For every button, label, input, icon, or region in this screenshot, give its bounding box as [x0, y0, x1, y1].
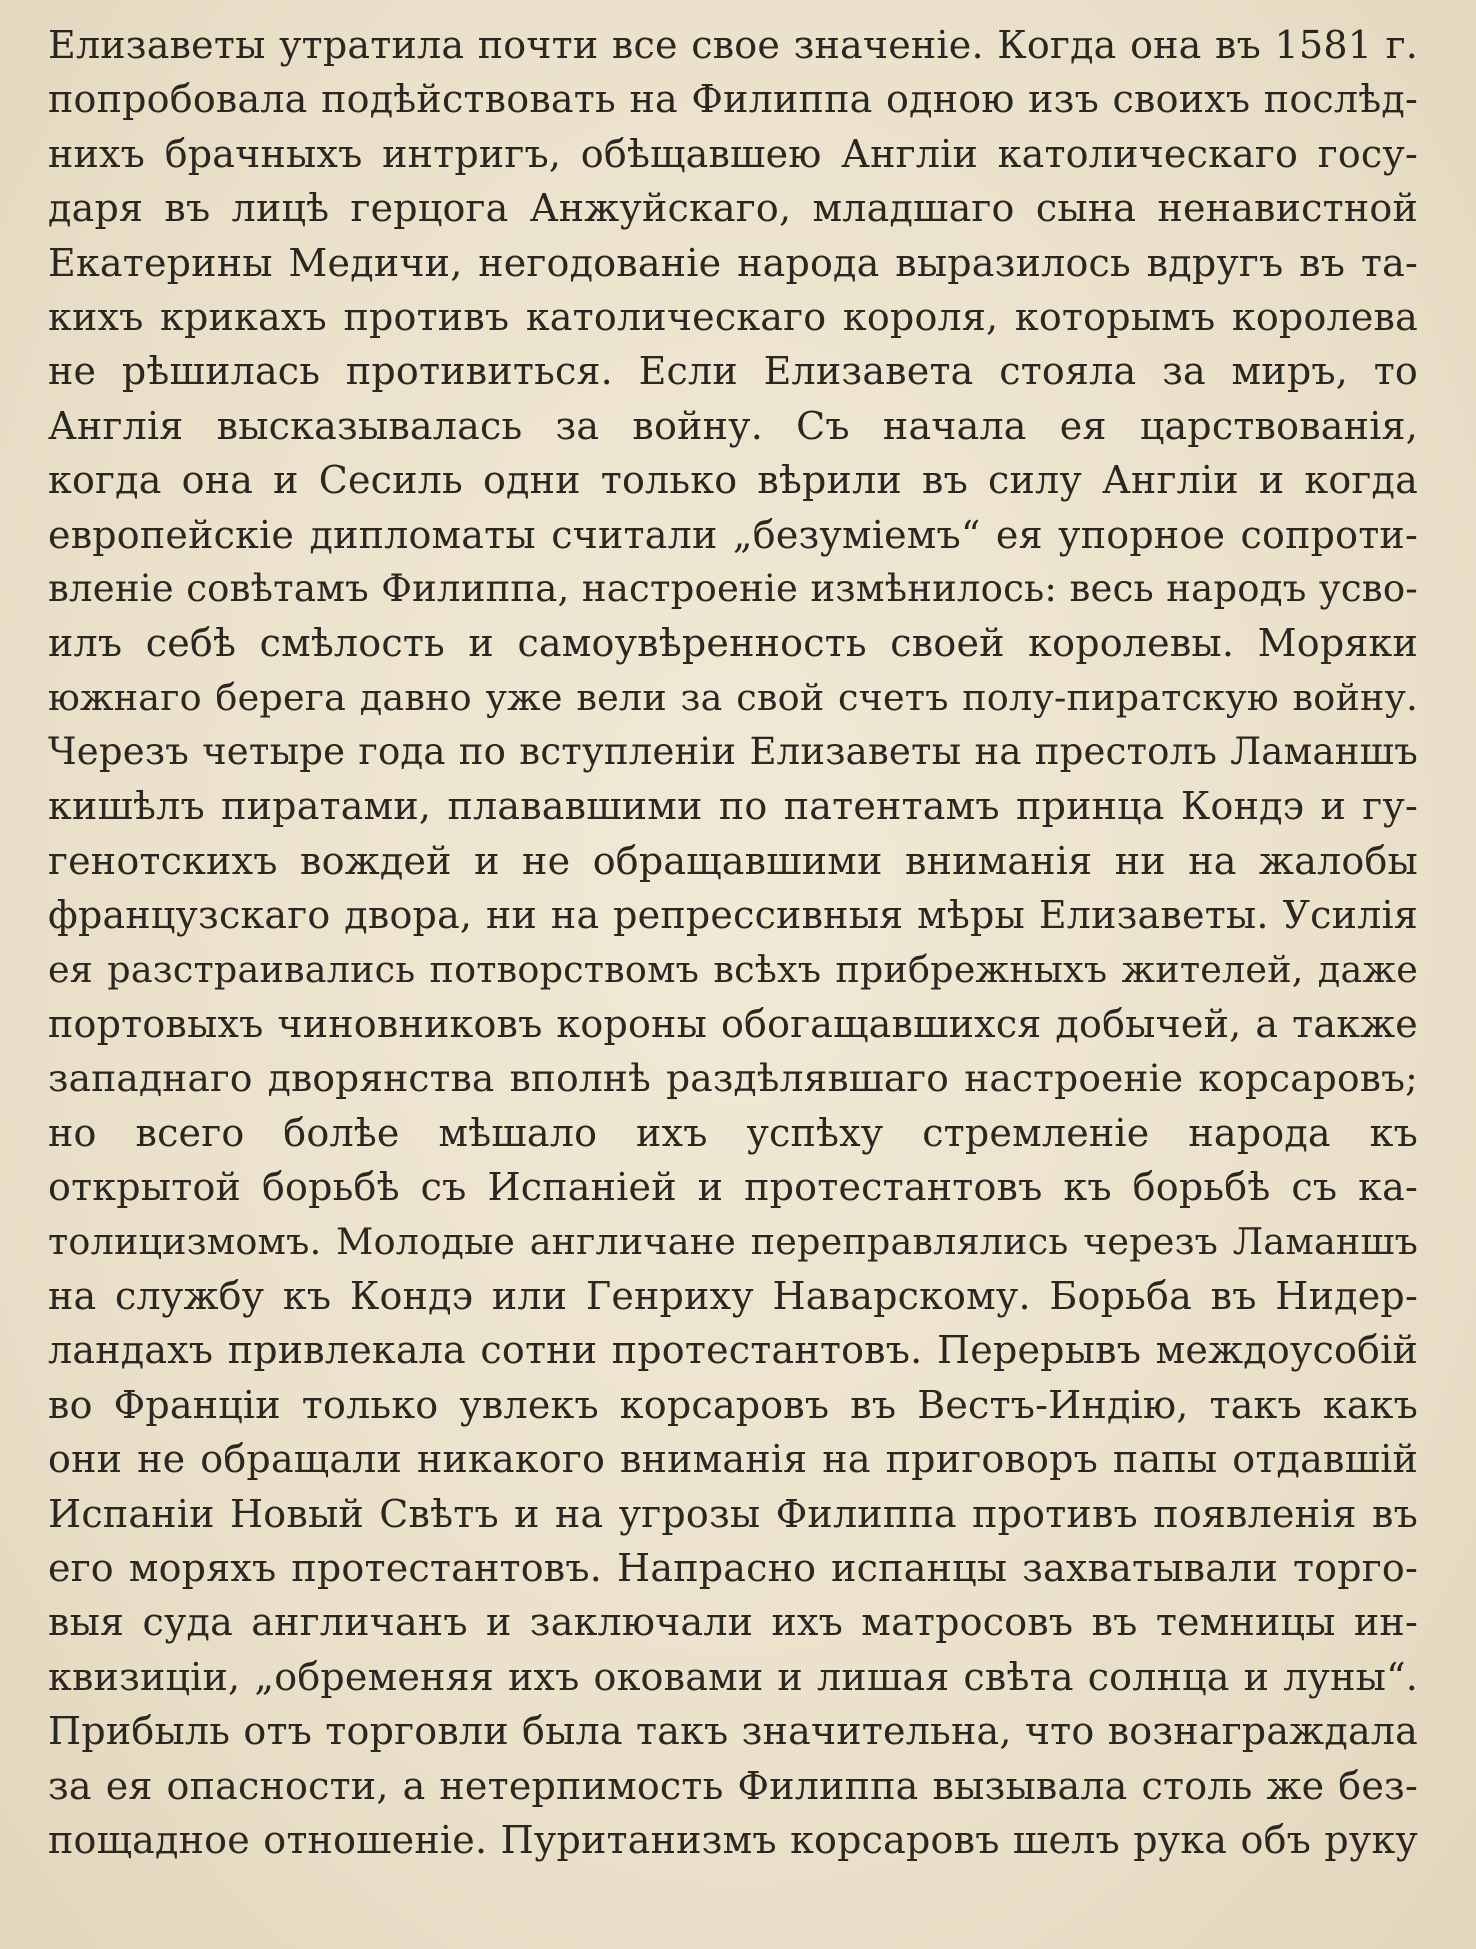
text-line: во Франціи только увлекъ корсаровъ въ Вестъ-Индію, такъ какъ: [48, 1382, 1418, 1427]
text-line: западнаго дворянства вполнѣ раздѣлявшаго настроеніе корсаровъ;: [48, 1056, 1418, 1101]
text-line: Испаніи Новый Свѣтъ и на угрозы Филиппа противъ появленія въ: [48, 1491, 1418, 1536]
text-line: открытой борьбѣ съ Испаніей и протестантовъ къ борьбѣ съ ка-: [48, 1165, 1418, 1210]
text-line: кихъ крикахъ противъ католическаго короля, которымъ королева: [48, 294, 1418, 339]
text-line: его моряхъ протестантовъ. Напрасно испанцы захватывали торго-: [48, 1545, 1418, 1590]
text-line: Черезъ четыре года по вступленіи Елизаветы на престолъ Ламаншъ: [48, 730, 1418, 774]
text-line: европейскіе дипломаты считали „безуміемъ“ ея упорное сопроти-: [48, 512, 1418, 557]
text-line: Елизаветы утратила почти все свое значеніе. Когда она въ 1581 г.: [48, 23, 1418, 67]
text-line: за ея опасности, а нетерпимость Филиппа вызывала столь же без-: [48, 1763, 1418, 1808]
text-line: они не обращали никакого вниманія на приговоръ папы отдавшій: [48, 1437, 1418, 1482]
text-line: французскаго двора, ни на репрессивныя мѣры Елизаветы. Усилія: [48, 893, 1418, 938]
text-line: на службу къ Кондэ или Генриху Наварскому. Борьба въ Нидер-: [48, 1273, 1418, 1318]
text-line: квизиціи, „обременяя ихъ оковами и лишая свѣта солнца и луны“.: [48, 1654, 1418, 1699]
text-line: кишѣлъ пиратами, плававшими по патентамъ принца Кондэ и гу-: [48, 784, 1418, 829]
text-line: когда она и Сесиль одни только вѣрили въ силу Англіи и когда: [48, 458, 1418, 503]
text-line: Екатерины Медичи, негодованіе народа выразилось вдругъ въ та-: [48, 240, 1418, 285]
text-line: Англія высказывалась за войну. Съ начала ея царствованія,: [48, 403, 1418, 448]
text-line: но всего болѣе мѣшало ихъ успѣху стремленіе народа къ: [48, 1110, 1418, 1155]
text-line: выя суда англичанъ и заключали ихъ матросовъ въ темницы ин-: [48, 1600, 1418, 1645]
text-line: илъ себѣ смѣлость и самоувѣренность своей королевы. Моряки: [48, 621, 1418, 666]
text-line: генотскихъ вождей и не обращавшими вниманія ни на жалобы: [48, 838, 1418, 883]
text-line: Прибыль отъ торговли была такъ значительна, что вознаграждала: [48, 1709, 1418, 1754]
text-line: южнаго берега давно уже вели за свой счетъ полу-пиратскую войну.: [48, 675, 1418, 719]
text-line: попробовала подѣйствовать на Филиппа одною изъ своихъ послѣд-: [48, 77, 1418, 122]
text-line: ея разстраивались потворствомъ всѣхъ прибрежныхъ жителей, даже: [48, 947, 1418, 991]
page-text: [48, 18, 1418, 1867]
text-line: нихъ брачныхъ интригъ, обѣщавшею Англіи католическаго госу-: [48, 131, 1418, 176]
text-line: не рѣшилась противиться. Если Елизавета стояла за миръ, то: [48, 349, 1418, 394]
text-line: ландахъ привлекала сотни протестантовъ. Перерывъ междоусобій: [48, 1328, 1418, 1373]
text-line: пощадное отношеніе. Пуританизмъ корсаровъ шелъ рука объ руку: [48, 1817, 1418, 1862]
text-line: портовыхъ чиновниковъ короны обогащавшихся добычей, а также: [48, 1002, 1418, 1047]
text-line: даря въ лицѣ герцога Анжуйскаго, младшаго сына ненавистной: [48, 186, 1418, 231]
text-line: вленіе совѣтамъ Филиппа, настроеніе измѣнилось: весь народъ усво-: [48, 566, 1418, 610]
text-line: толицизмомъ. Молодые англичане переправлялись черезъ Ламаншъ: [48, 1219, 1418, 1263]
